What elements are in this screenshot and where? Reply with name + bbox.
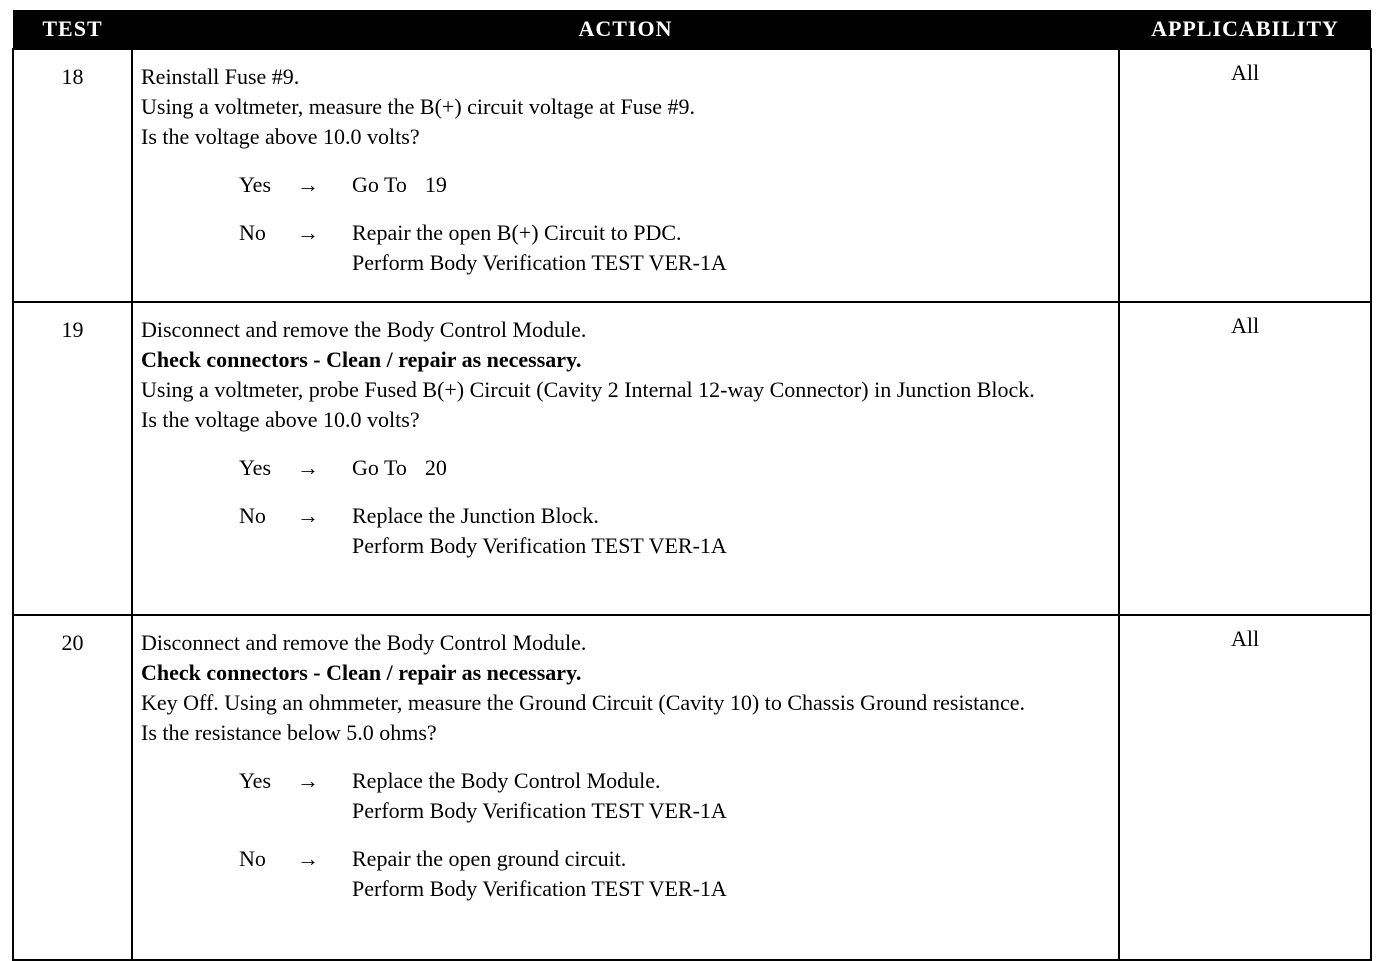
- yes-outcome: [352, 170, 1110, 200]
- applicability-value: All: [1119, 49, 1371, 302]
- no-result: [239, 218, 1110, 278]
- action-cell: [132, 302, 1119, 615]
- outcome-line: Perform Body Verification TEST VER-1A: [352, 533, 727, 558]
- outcome-line: Repair the open B(+) Circuit to PDC.: [352, 220, 682, 245]
- no-outcome: [352, 501, 1110, 561]
- yes-label: Yes: [239, 455, 272, 480]
- yes-result: [239, 766, 1110, 826]
- header-test: TEST: [13, 10, 132, 49]
- action-line: Using a voltmeter, probe Fused B(+) Circuit (Cavity 2 Internal 12-way Connector) in Junction Block.: [141, 377, 1035, 402]
- action-cell: [132, 615, 1119, 960]
- no-label: No: [239, 503, 266, 528]
- action-line: Using a voltmeter, measure the B(+) circuit voltage at Fuse #9.: [141, 94, 696, 119]
- goto-label: Go To: [352, 455, 407, 480]
- no-label: No: [239, 846, 266, 871]
- outcome-line: Replace the Body Control Module.: [352, 768, 661, 793]
- outcome-line: Perform Body Verification TEST VER-1A: [352, 876, 727, 901]
- check-connectors-note: Check connectors - Clean / repair as necessary.: [141, 660, 582, 685]
- action-line: Disconnect and remove the Body Control Module.: [141, 630, 587, 655]
- arrow-right-icon: →: [297, 220, 319, 245]
- action-cell: [132, 49, 1119, 302]
- action-line: Reinstall Fuse #9.: [141, 64, 300, 89]
- table-row-test-20: [13, 615, 1371, 960]
- arrow-right-icon: →: [297, 503, 319, 528]
- action-line: Is the resistance below 5.0 ohms?: [141, 720, 437, 745]
- yes-outcome: [352, 453, 1110, 483]
- no-outcome: [352, 218, 1110, 278]
- table-row-test-18: [13, 49, 1371, 302]
- arrow-right-icon: →: [297, 455, 319, 480]
- no-label: No: [239, 220, 266, 245]
- table-row-test-19: [13, 302, 1371, 615]
- no-result: [239, 501, 1110, 561]
- applicability-value: All: [1119, 302, 1371, 615]
- arrow-right-icon: →: [297, 768, 319, 793]
- check-connectors-note: Check connectors - Clean / repair as necessary.: [141, 347, 582, 372]
- arrow-right-icon: →: [297, 846, 319, 871]
- header-applicability: APPLICABILITY: [1119, 10, 1371, 49]
- test-number: 20: [13, 615, 132, 960]
- test-number: 18: [13, 49, 132, 302]
- goto-label: Go To: [352, 172, 407, 197]
- yes-result: [239, 170, 1110, 200]
- yes-label: Yes: [239, 172, 272, 197]
- yes-label: Yes: [239, 768, 272, 793]
- no-result: [239, 844, 1110, 904]
- outcome-line: Replace the Junction Block.: [352, 503, 599, 528]
- action-line: Disconnect and remove the Body Control Module.: [141, 317, 587, 342]
- header-action: ACTION: [132, 10, 1119, 49]
- outcome-line: Perform Body Verification TEST VER-1A: [352, 798, 727, 823]
- applicability-value: All: [1119, 615, 1371, 960]
- arrow-right-icon: →: [297, 172, 319, 197]
- action-line: Is the voltage above 10.0 volts?: [141, 124, 420, 149]
- diagnostic-test-table: [12, 10, 1372, 961]
- test-number: 19: [13, 302, 132, 615]
- action-line: Key Off. Using an ohmmeter, measure the Ground Circuit (Cavity 10) to Chassis Ground resistance.: [141, 690, 1026, 715]
- outcome-line: Repair the open ground circuit.: [352, 846, 627, 871]
- goto-number: 19: [424, 172, 447, 197]
- no-outcome: [352, 844, 1110, 904]
- table-header-row: [13, 10, 1371, 49]
- outcome-line: Perform Body Verification TEST VER-1A: [352, 250, 727, 275]
- yes-result: [239, 453, 1110, 483]
- yes-outcome: [352, 766, 1110, 826]
- action-line: Is the voltage above 10.0 volts?: [141, 407, 420, 432]
- goto-number: 20: [424, 455, 447, 480]
